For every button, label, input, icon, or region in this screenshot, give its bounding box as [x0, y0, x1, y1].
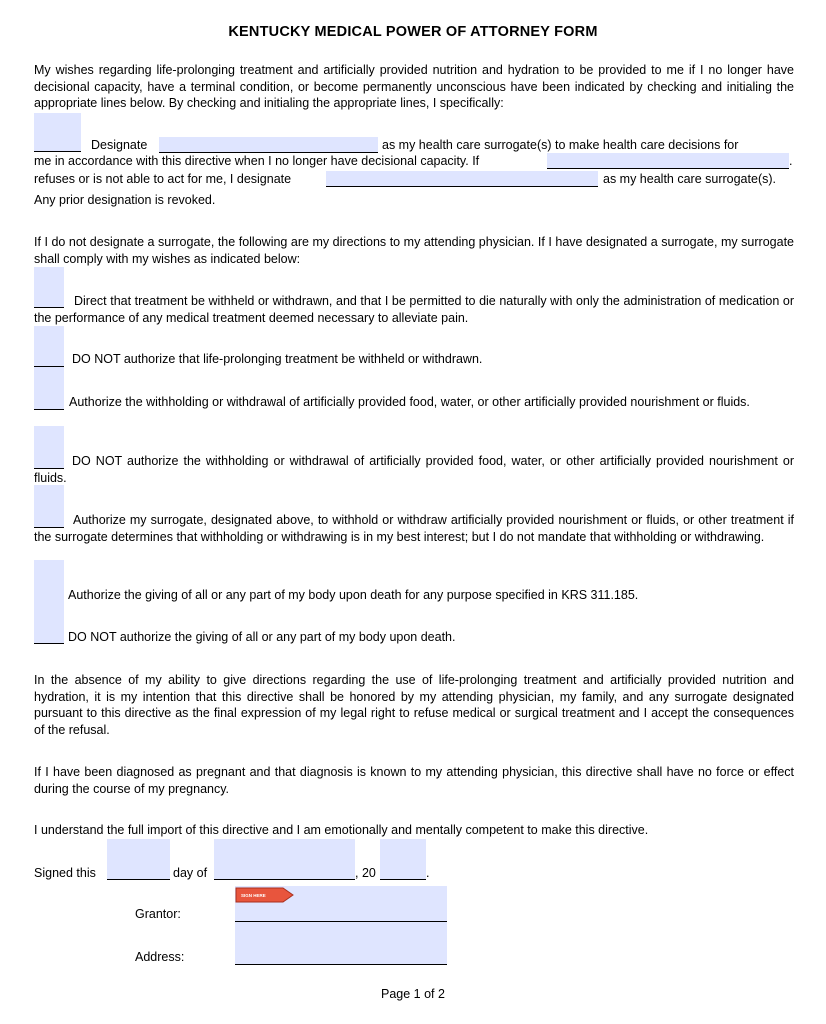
- absence-paragraph: In the absence of my ability to give directions regarding the use of life-prolonging treatment and artificially provided nutrition and hydration, it is my intention that this directive shall be honored by my attending physician, my family, and any surrogate designated pursuant to this directive as the final expression of my legal right to refuse medical or surgical treatment and I accept the consequences of the refusal.: [34, 673, 794, 737]
- designate-initials-field[interactable]: [34, 113, 81, 151]
- signed-month-field[interactable]: [214, 839, 355, 879]
- option-6-initials[interactable]: [34, 560, 64, 602]
- decisional-text: me in accordance with this directive when I no longer have decisional capacity. If: [34, 154, 480, 168]
- alternate-surrogate-field[interactable]: [326, 171, 598, 187]
- option-7-text: DO NOT authorize the giving of all or any part of my body upon death.: [68, 630, 456, 644]
- prior-revoked-text: Any prior designation is revoked.: [34, 193, 216, 207]
- option-6-text: Authorize the giving of all or any part of my body upon death for any purpose specified in KRS 311.185.: [68, 588, 639, 602]
- option-2-text: DO NOT authorize that life-prolonging treatment be withheld or withdrawn.: [72, 352, 483, 366]
- comma-20-label: , 20: [355, 866, 376, 880]
- surrogate-text-2: as my health care surrogate(s).: [603, 172, 776, 186]
- signed-this-label: Signed this: [34, 866, 96, 880]
- address-label: Address:: [135, 950, 185, 964]
- pregnancy-paragraph: If I have been diagnosed as pregnant and that diagnosis is known to my attending physician, this directive shall have no force or effect during the course of my pregnancy.: [34, 765, 794, 796]
- end-period: .: [426, 866, 430, 880]
- option-4-text: DO NOT authorize the withholding or withdrawal of artificially provided food, water, or other artificially provided nourishment or fluids.: [34, 454, 794, 485]
- sign-here-tag: [235, 887, 295, 903]
- period-text: .: [789, 154, 793, 168]
- intro-paragraph: My wishes regarding life-prolonging treatment and artificially provided nutrition and hydration to be provided to me if I no longer have decisional capacity, have a terminal condition, or become permanently unconscious have been indicated by checking and initialing the appropriate lines below. By checking and initialing the appropriate lines, I specifically:: [34, 63, 794, 110]
- designate-label: Designate: [91, 138, 148, 152]
- understand-paragraph: I understand the full import of this directive and I am emotionally and mentally competent to make this directive.: [34, 823, 649, 837]
- address-field[interactable]: [235, 922, 447, 964]
- surrogate-if-field[interactable]: [547, 153, 789, 169]
- surrogate-name-field[interactable]: [159, 137, 378, 153]
- option-5-text: Authorize my surrogate, designated above, to withhold or withdraw artificially provided nourishment or fluids, or other treatment if the surrogate determines that withholding or withdrawing is in my best interest; but I do not mandate that withholding or withdrawing.: [34, 513, 794, 544]
- option-1-text: Direct that treatment be withheld or withdrawn, and that I be permitted to die naturally with only the administration of medication or the performance of any medical treatment deemed necessary to alleviate pain.: [34, 294, 794, 325]
- directions-intro: If I do not designate a surrogate, the following are my directions to my attending physician. If I have designated a surrogate, my surrogate shall comply with my wishes as indicated below:: [34, 235, 794, 266]
- grantor-label: Grantor:: [135, 907, 181, 921]
- signed-year-field[interactable]: [380, 839, 426, 879]
- page-footer: Page 1 of 2: [381, 987, 445, 1001]
- surrogate-text: as my health care surrogate(s) to make health care decisions for: [382, 138, 739, 152]
- option-7-initials[interactable]: [34, 601, 64, 643]
- refuses-text: refuses or is not able to act for me, I designate: [34, 172, 292, 186]
- signed-day-field[interactable]: [107, 839, 170, 879]
- sign-here-text: SIGN HERE: [241, 893, 266, 898]
- day-of-label: day of: [173, 866, 208, 880]
- option-3-text: Authorize the withholding or withdrawal of artificially provided food, water, or other artificially provided nourishment or fluids.: [69, 395, 750, 409]
- form-title: KENTUCKY MEDICAL POWER OF ATTORNEY FORM: [228, 24, 598, 40]
